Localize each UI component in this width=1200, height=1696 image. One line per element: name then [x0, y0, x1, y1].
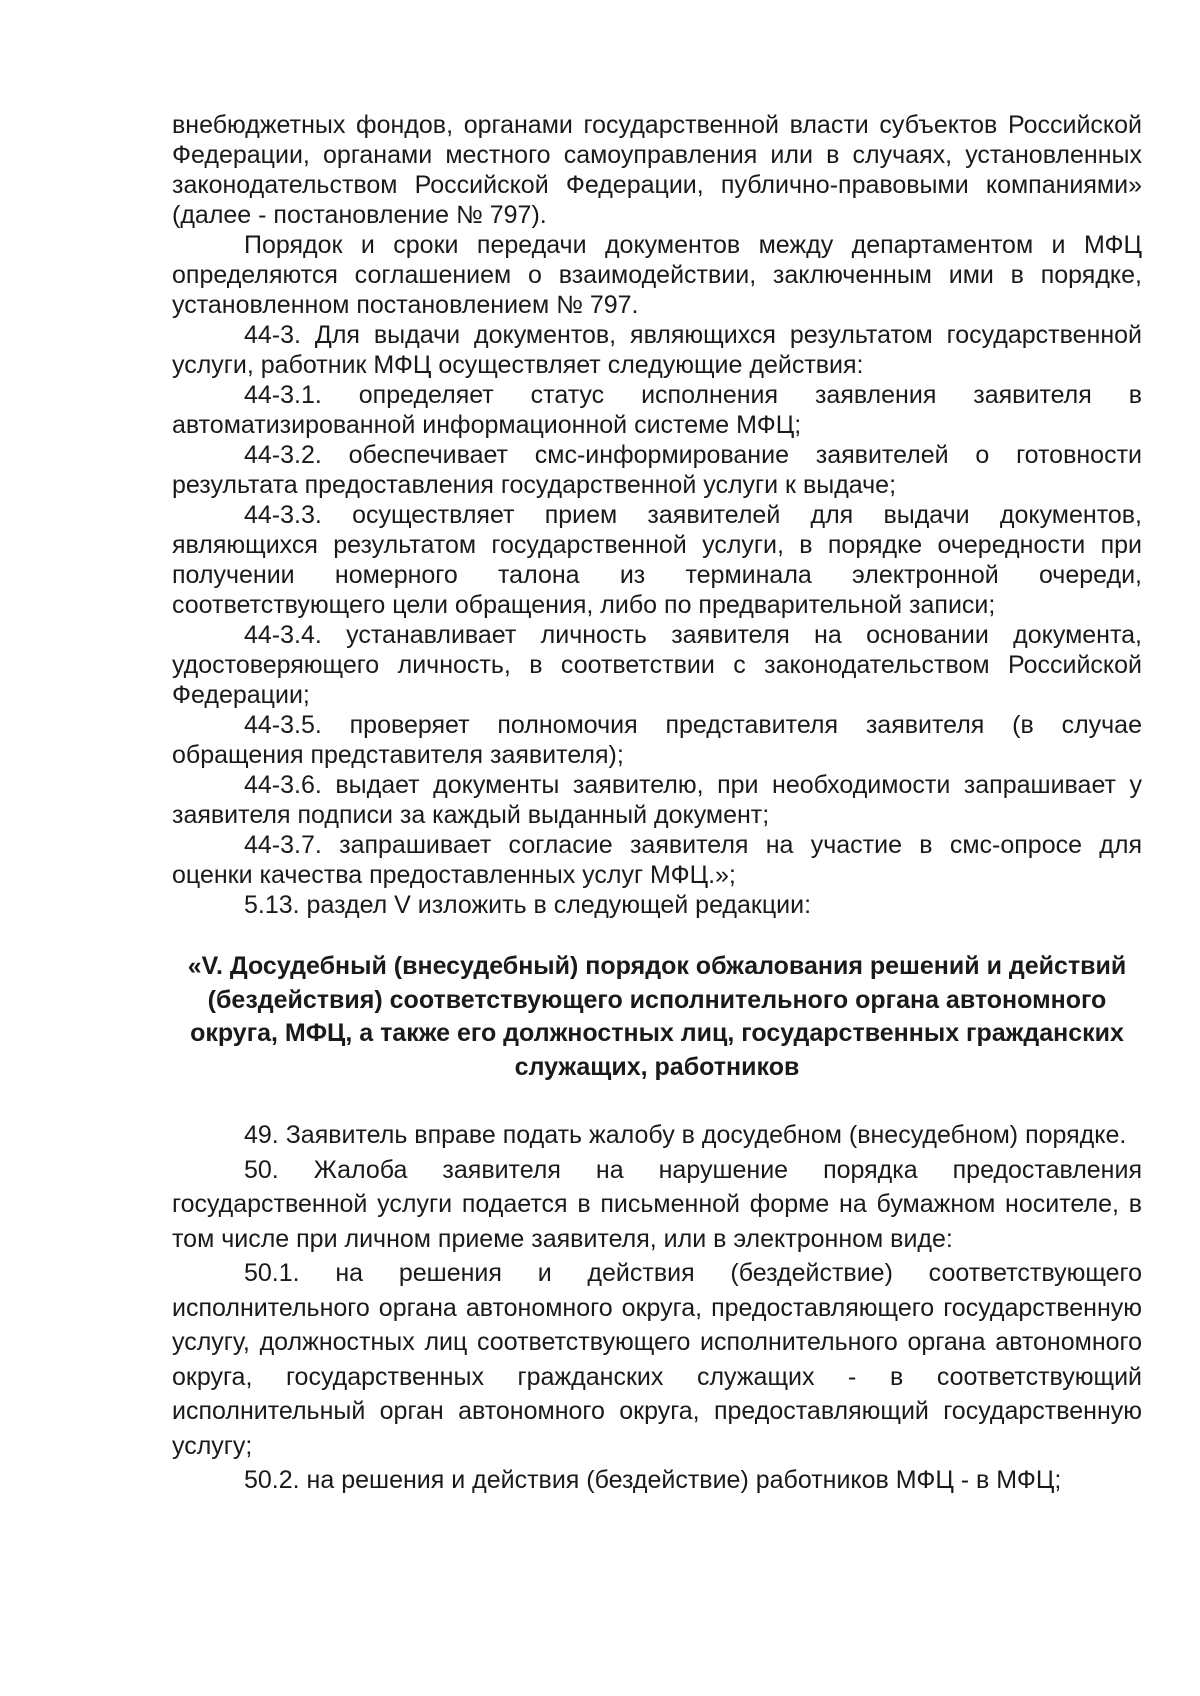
paragraph: Порядок и сроки передачи документов между департаментом и МФЦ определяются соглашением о взаимодействии, заключенным ими в порядке, установленном постановлением № 797. [172, 231, 1142, 319]
paragraph-group-lower [172, 1118, 1142, 1498]
paragraph: 44-3.3. осуществляет прием заявителей для выдачи документов, являющихся результатом государственной услуги, в порядке очередности при получении номерного талона из терминала электронной очереди, соответствующего цели обращения, либо по предварительной записи; [172, 501, 1142, 619]
document-body [172, 110, 1142, 1498]
paragraph: внебюджетных фондов, органами государственной власти субъектов Российской Федерации, органами местного самоуправления или в случаях, установленных законодательством Российской Федерации, публично-правовыми компаниями» (далее - постановление № 797). [172, 111, 1142, 229]
paragraph: 50.1. на решения и действия (бездействие) соответствующего исполнительного органа автономного округа, предоставляющего государственную услугу, должностных лиц соответствующего исполнительного органа автономного округа, государственных гражданских служащих - в соответствующий исполнительный орган автономного округа, предоставляющий государственную услугу; [172, 1259, 1142, 1460]
section-heading: «V. Досудебный (внесудебный) порядок обжалования решений и действий (бездействия) соответствующего исполнительного органа автономного округа, МФЦ, а также его должностных лиц, государственных гражданских служащих, работников [187, 952, 1127, 1081]
paragraph: 50.2. на решения и действия (бездействие) работников МФЦ - в МФЦ; [244, 1466, 1062, 1494]
paragraph: 44-3.2. обеспечивает смс-информирование заявителей о готовности результата предоставления государственной услуги к выдаче; [172, 441, 1142, 499]
paragraph: 44-3.7. запрашивает согласие заявителя на участие в смс-опросе для оценки качества предоставленных услуг МФЦ.»; [172, 831, 1142, 889]
paragraph: 44-3.6. выдает документы заявителю, при необходимости запрашивает у заявителя подписи за каждый выданный документ; [172, 771, 1142, 829]
paragraph-group-upper [172, 110, 1142, 920]
paragraph: 50. Жалоба заявителя на нарушение порядка предоставления государственной услуги подается в письменной форме на бумажном носителе, в том числе при личном приеме заявителя, или в электронном виде: [172, 1155, 1142, 1253]
paragraph: 44-3.5. проверяет полномочия представителя заявителя (в случае обращения представителя заявителя); [172, 711, 1142, 769]
paragraph: 44-3. Для выдачи документов, являющихся результатом государственной услуги, работник МФЦ осуществляет следующие действия: [172, 321, 1142, 379]
paragraph: 44-3.4. устанавливает личность заявителя на основании документа, удостоверяющего личность, в соответствии с законодательством Российской Федерации; [172, 621, 1142, 709]
paragraph: 44-3.1. определяет статус исполнения заявления заявителя в автоматизированной информационной системе МФЦ; [172, 381, 1142, 439]
paragraph: 5.13. раздел V изложить в следующей редакции: [244, 891, 812, 919]
paragraph: 49. Заявитель вправе подать жалобу в досудебном (внесудебном) порядке. [244, 1121, 1127, 1149]
